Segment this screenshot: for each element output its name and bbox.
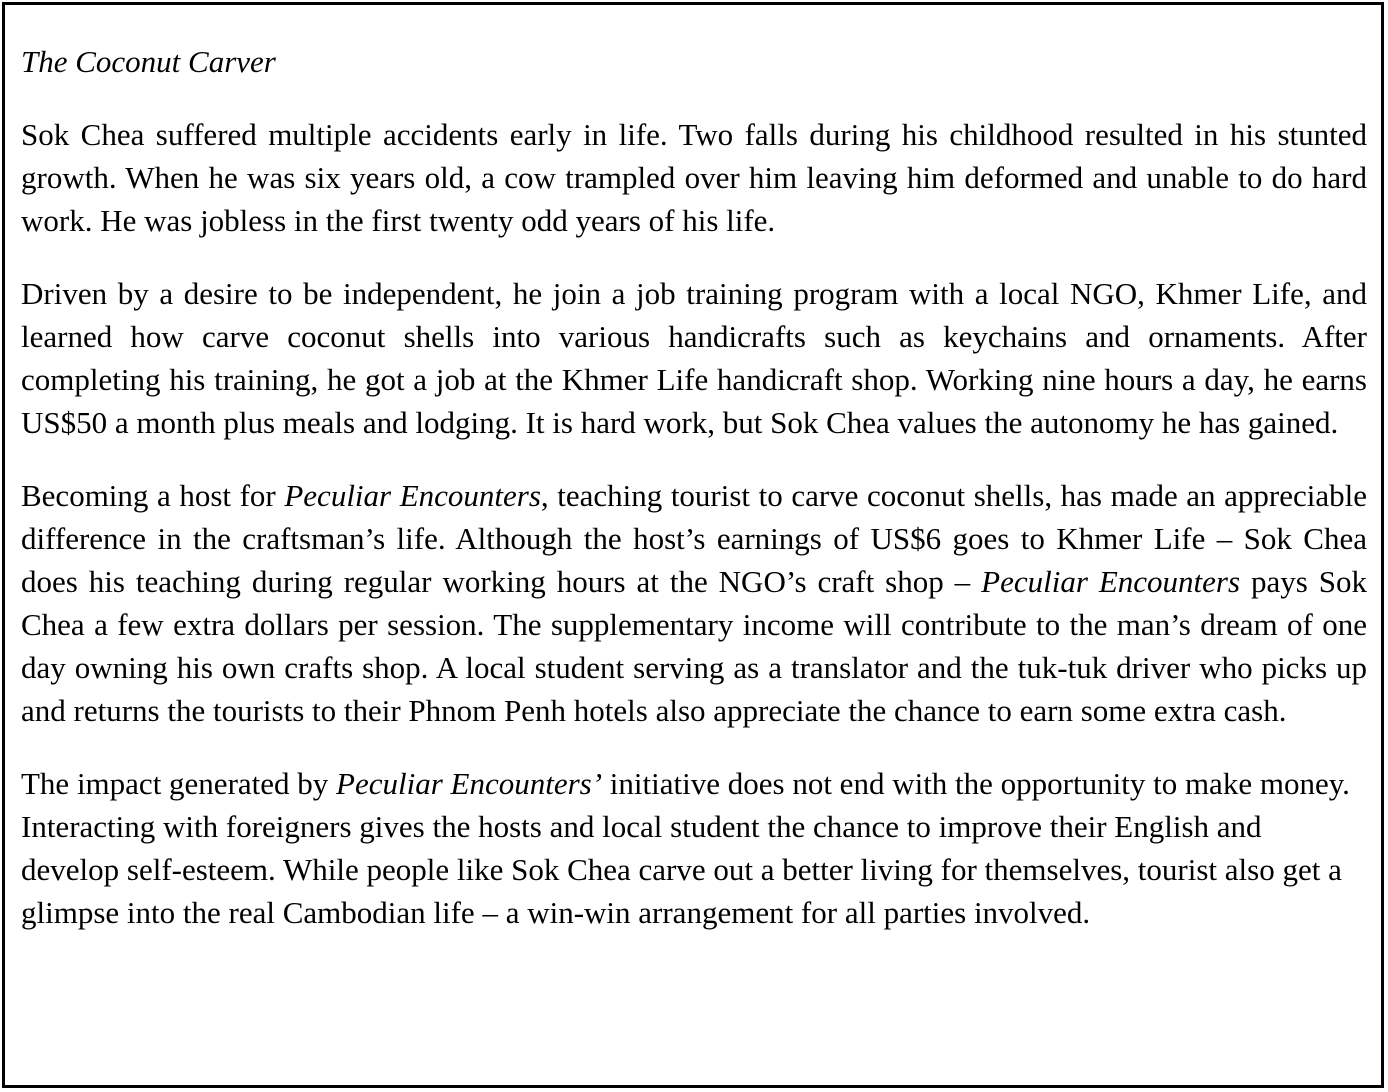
paragraph-4-text-2: initiative does not end with the opportunity to make money. Interacting with foreigners gives the hosts and local student the chance to improve their English and develop self-esteem. While people like Sok Chea carve out a better living for themselves, tourist also get a glimpse into the real Cambodian life – a win-win arrangement for all parties involved. bbox=[21, 766, 1350, 930]
paragraph-4-emphasis-1: Peculiar Encounters’ bbox=[336, 766, 603, 801]
paragraph-3-emphasis-2: Peculiar Encounters bbox=[981, 564, 1241, 599]
paragraph-1: Sok Chea suffered multiple accidents early in life. Two falls during his childhood resulted in his stunted growth. When he was six years old, a cow trampled over him leaving him deformed and unable to do hard work. He was jobless in the first twenty odd years of his life. bbox=[21, 117, 1367, 238]
paragraph-2: Driven by a desire to be independent, he join a job training program with a local NGO, Khmer Life, and learned how carve coconut shells into various handicrafts such as keychains and ornaments. After completing his training, he got a job at the Khmer Life handicraft shop. Working nine hours a day, he earns US$50 a month plus meals and lodging. It is hard work, but Sok Chea values the autonomy he has gained. bbox=[21, 276, 1367, 440]
box-title: The Coconut Carver bbox=[21, 44, 276, 79]
text-box-content bbox=[21, 40, 1367, 934]
text-box-frame bbox=[2, 2, 1384, 1088]
paragraph-3-emphasis-1: Peculiar Encounters bbox=[284, 478, 541, 513]
paragraph-3-text-1: Becoming a host for bbox=[21, 478, 285, 513]
paragraph-3-text-2: , teaching tourist to carve coconut shells, has made an appreciable difference in the craftsman’s life. Although the host’s earnings of US$6 goes to Khmer Life – Sok Chea does his teaching during regular working hours at the NGO’s craft shop – bbox=[21, 478, 1367, 599]
paragraph-4-text-1: The impact generated by bbox=[21, 766, 337, 801]
paragraph-3 bbox=[21, 474, 1367, 732]
paragraph-4 bbox=[21, 762, 1367, 934]
paragraph-3-text-3: pays Sok Chea a few extra dollars per session. The supplementary income will contribute to the man’s dream of one day owning his own crafts shop. A local student serving as a translator and the tuk-tuk driver who picks up and returns the tourists to their Phnom Penh hotels also appreciate the chance to earn some extra cash. bbox=[21, 564, 1367, 728]
